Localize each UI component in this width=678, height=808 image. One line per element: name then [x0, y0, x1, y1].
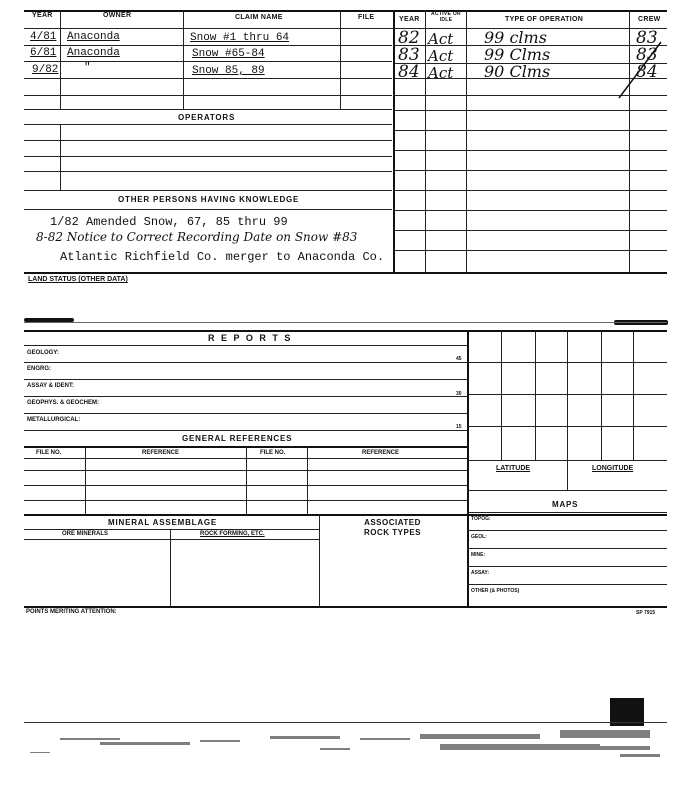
reports-title: R E P O R T S: [208, 333, 293, 343]
report-geophys-label: GEOPHYS. & GEOCHEM:: [27, 400, 100, 406]
scale-number: 45: [456, 356, 462, 362]
scale-number: 30: [456, 391, 462, 397]
form-number: SP 7915: [636, 610, 656, 616]
op-crew: 83: [636, 45, 658, 65]
op-status: Act: [428, 64, 454, 82]
latitude-label: LATITUDE: [496, 465, 531, 472]
longitude-label: LONGITUDE: [592, 465, 634, 472]
rock-forming-label: ROCK FORMING, ETC.: [200, 531, 265, 537]
others-line-handwritten: 8-82 Notice to Correct Recording Date on Snow #83: [36, 230, 358, 244]
others-line-typed: 1/82 Amended Snow, 67, 85 thru 99: [50, 215, 288, 229]
op-crew: 84: [636, 62, 658, 82]
claim-owner: Anaconda: [67, 47, 120, 59]
operators-title: OPERATORS: [178, 113, 236, 122]
crew-strike-mark: [615, 40, 665, 100]
year-header-2: YEAR: [399, 16, 420, 23]
report-metallurgical-label: METALLURGICAL:: [27, 417, 81, 423]
ore-minerals-label: ORE MINERALS: [62, 531, 109, 537]
ref-col-file-no: FILE NO.: [260, 450, 286, 456]
op-crew: 83: [636, 28, 658, 48]
claim-name-header: CLAIM NAME: [235, 14, 283, 21]
op-type: 90 Clms: [484, 62, 551, 81]
type-of-operation-header: TYPE OF OPERATION: [505, 16, 584, 23]
report-geology-label: GEOLOGY:: [27, 350, 59, 356]
others-title: OTHER PERSONS HAVING KNOWLEDGE: [118, 195, 300, 204]
maps-topog-label: TOPOG:: [471, 516, 491, 522]
op-status: Act: [428, 30, 454, 48]
claim-owner: Anaconda: [67, 31, 120, 43]
general-references-title: GENERAL REFERENCES: [182, 434, 293, 443]
claim-year: 6/81: [30, 47, 57, 59]
maps-geol-label: GEOL:: [471, 534, 487, 540]
ref-col-file-no: FILE NO.: [36, 450, 62, 456]
report-engrg-label: ENGRG:: [27, 366, 51, 372]
op-year: 84: [398, 62, 420, 82]
op-year: 82: [398, 28, 420, 48]
op-type: 99 Clms: [484, 45, 551, 64]
others-line-typed: Atlantic Richfield Co. merger to Anaconda Co.: [60, 250, 385, 264]
maps-title: MAPS: [552, 500, 579, 509]
maps-assay-label: ASSAY:: [471, 570, 490, 576]
file-header: FILE: [358, 14, 375, 21]
points-meriting-attention-label: POINTS MERITING ATTENTION:: [26, 609, 117, 615]
associated-rock-types-label: ASSOCIATED ROCK TYPES: [363, 518, 421, 537]
op-status: Act: [428, 47, 454, 65]
mineral-assemblage-title: MINERAL ASSEMBLAGE: [108, 518, 218, 527]
owner-header: OWNER: [103, 12, 132, 19]
land-status-label: LAND STATUS (OTHER DATA): [28, 276, 128, 283]
maps-mine-label: MINE:: [471, 552, 486, 558]
op-type: 99 clms: [484, 28, 547, 47]
claim-name: Snow #1 thru 64: [190, 32, 290, 44]
maps-other-label: OTHER (& PHOTOS): [471, 588, 520, 594]
claim-year: 4/81: [30, 31, 57, 43]
scan-noise: [20, 726, 670, 776]
claim-name: Snow #65-84: [192, 48, 265, 60]
claim-owner: ": [84, 62, 91, 74]
crew-header: CREW: [638, 16, 661, 23]
scale-number: 15: [456, 424, 462, 430]
claim-year: 9/82: [32, 64, 59, 76]
year-header: YEAR: [32, 12, 53, 19]
report-assay-label: ASSAY & IDENT:: [27, 383, 75, 389]
claim-name: Snow 85, 89: [192, 65, 265, 77]
ref-col-reference: REFERENCE: [142, 450, 180, 456]
active-idle-header: ACTIVE OR IDLE: [431, 11, 461, 23]
op-year: 83: [398, 45, 420, 65]
ref-col-reference: REFERENCE: [362, 450, 400, 456]
